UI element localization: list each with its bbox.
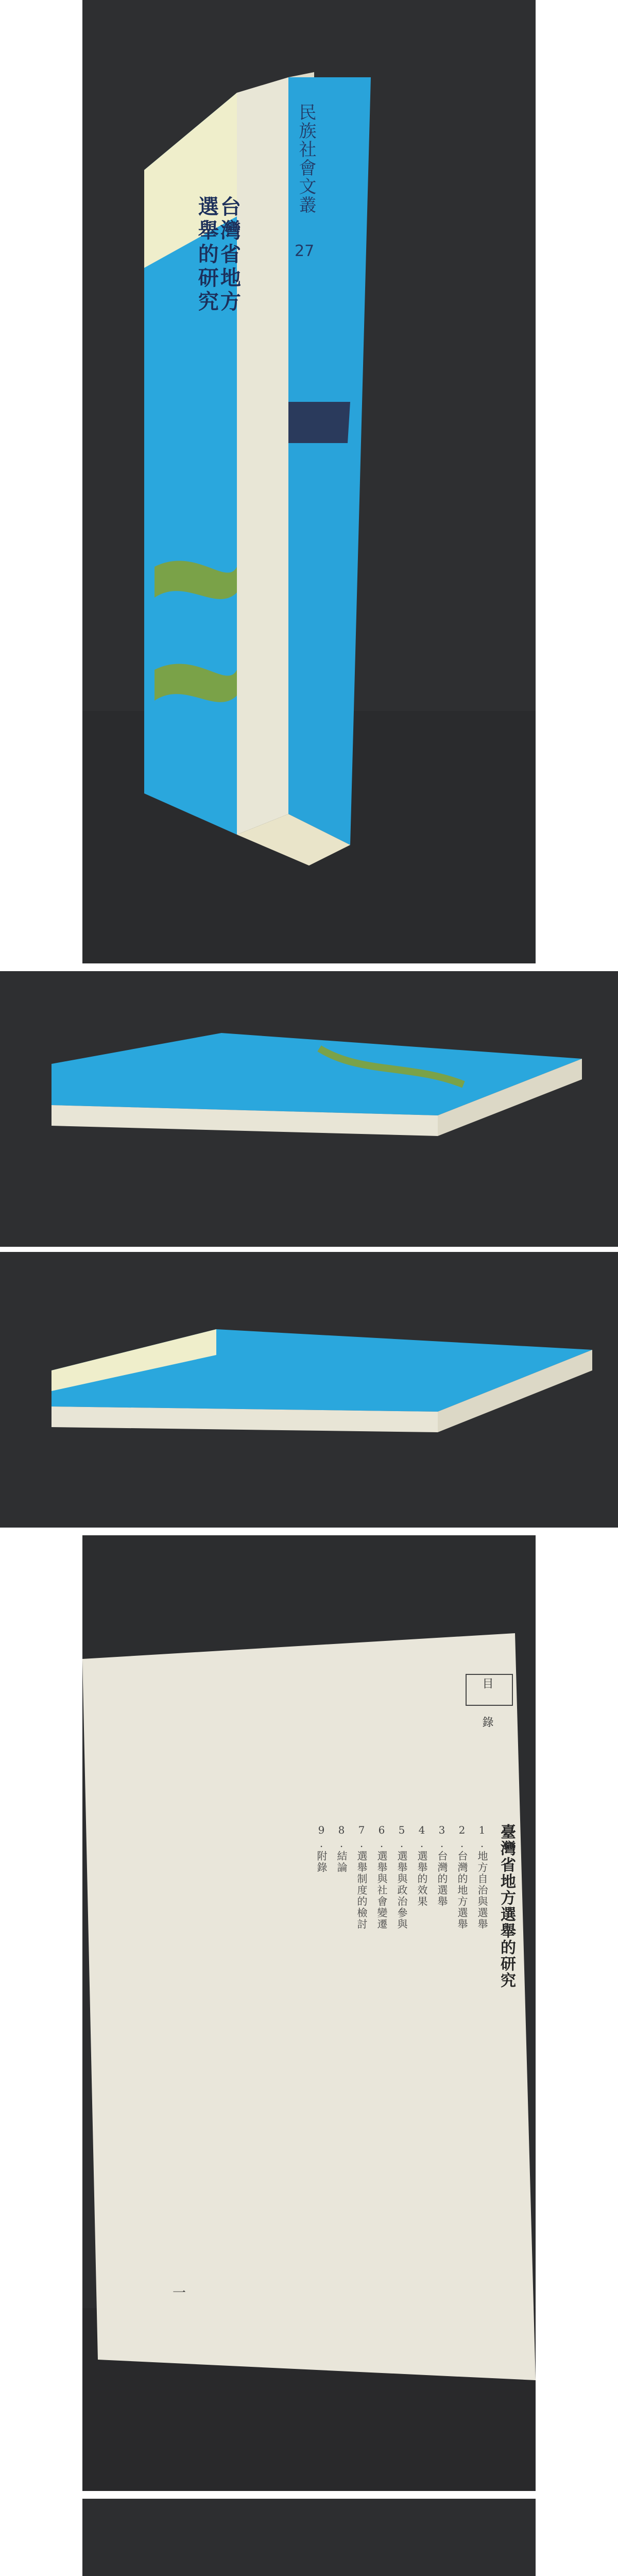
toc-section: 1.地方自治與選舉: [476, 1824, 488, 1930]
open-book-art-1: [82, 2499, 536, 2576]
toc-section: 2.台灣的地方選舉: [456, 1824, 468, 1930]
toc-section: 4.選舉的效果: [416, 1824, 428, 1907]
toc-section: 5.選舉與政治參與: [396, 1824, 408, 1930]
toc-chapter-numeral: 一: [173, 2285, 186, 2301]
photo-toc-page: [82, 1535, 536, 2491]
spine-book-title: [196, 196, 240, 314]
spine-title-line2: 選舉的研究: [195, 196, 219, 314]
toc-list: [309, 1824, 518, 2287]
toc-heading: 目 錄: [480, 1677, 493, 1735]
photo-book-flat-1: [0, 971, 618, 1247]
book-flat-art-1: [0, 971, 618, 1247]
book-flat-art-2: [0, 1252, 618, 1528]
spine-volume-number: 27: [295, 242, 315, 260]
photo-spine: [82, 0, 536, 963]
spine-title-line1: 台灣省地方: [217, 196, 242, 314]
toc-section: 6.選舉與社會變遷: [375, 1824, 388, 1930]
toc-section: 7.選舉制度的檢討: [355, 1824, 368, 1930]
toc-section: 8.結論: [335, 1824, 348, 1873]
photo-open-book-1: [82, 2499, 536, 2576]
toc-title: 臺灣省地方選舉的研究: [497, 1824, 516, 1989]
photo-book-flat-2: [0, 1252, 618, 1528]
spine-series-title: 民族社會文叢: [296, 103, 316, 214]
toc-section: 3.台灣的選舉: [436, 1824, 448, 1907]
toc-section: 9.附錄: [315, 1824, 328, 1873]
